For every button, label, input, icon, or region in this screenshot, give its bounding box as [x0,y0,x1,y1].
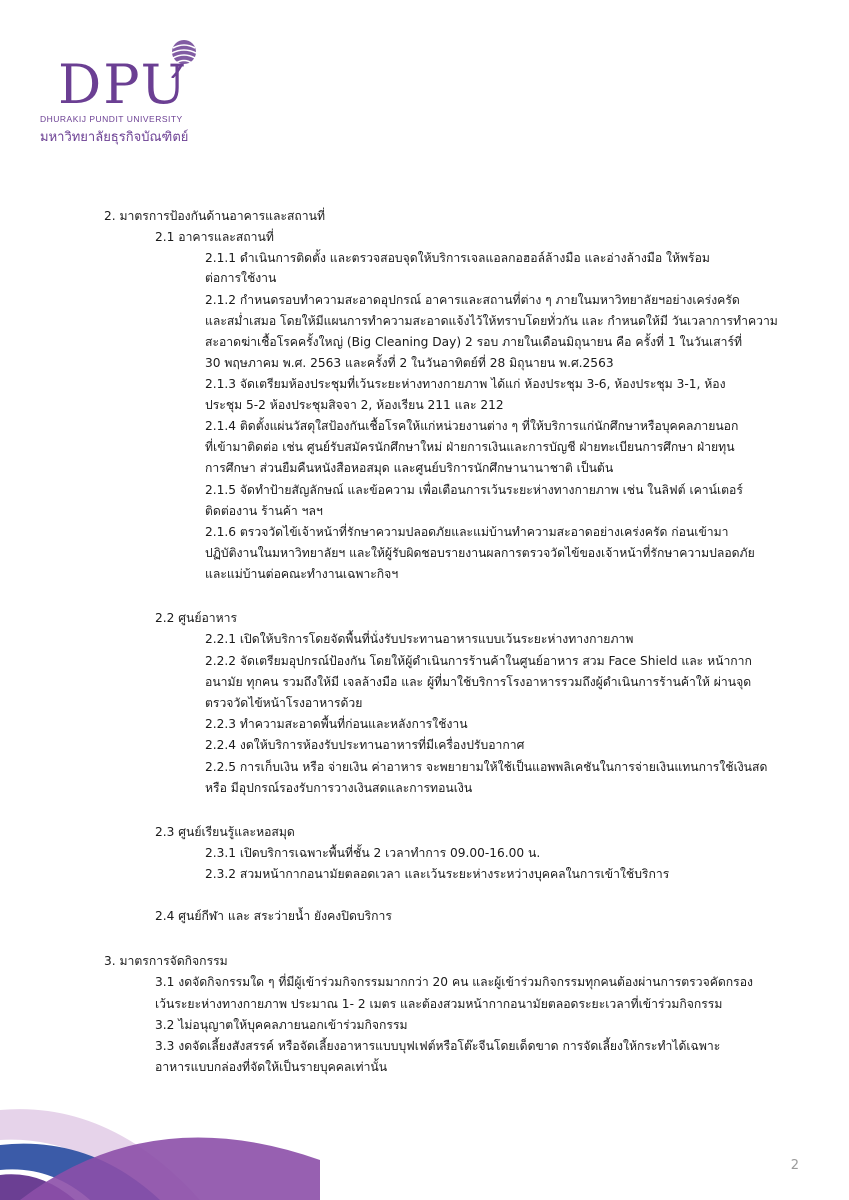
decorative-ribbon [0,1040,320,1200]
paragraph-line: 2.1.6 ตรวจวัดไข้เจ้าหน้าที่รักษาความปลอดภัยและแม่บ้านทำความสะอาดอย่างเคร่งครัด ก่อนเข้ามา [205,525,729,539]
paragraph-line: ติดต่องาน ร้านค้า ฯลฯ [205,504,323,518]
section-heading: 2. มาตรการป้องกันด้านอาคารและสถานที่ [104,209,326,223]
paragraph-line: การศึกษา ส่วนยืมคืนหนังสือหอสมุด และศูนย์บริการนักศึกษานานาชาติ เป็นต้น [205,461,614,475]
subsection-heading: 2.1 อาคารและสถานที่ [155,230,274,244]
paragraph-line: 2.2.5 การเก็บเงิน หรือ จ่ายเงิน ค่าอาหาร จะพยายามให้ใช้เป็นแอพพลิเคชันในการจ่ายเงินแทนการใช้เงินสด [205,760,768,774]
logo-mark: DPU [58,53,189,116]
paragraph-line: 3.1 งดจัดกิจกรรมใด ๆ ที่มีผู้เข้าร่วมกิจกรรมมากกว่า 20 คน และผู้เข้าร่วมกิจกรรมทุกคนต้องผ่านการตรวจคัดกรอง [155,975,753,989]
subsection-heading: 2.3 ศูนย์เรียนรู้และหอสมุด [155,825,295,839]
paragraph-line: ปฏิบัติงานในมหาวิทยาลัยฯ และให้ผู้รับผิดชอบรายงานผลการตรวจวัดไข้ของเจ้าหน้าที่รักษาความปลอดภัย [205,546,755,560]
paragraph-line: 2.1.5 จัดทำป้ายสัญลักษณ์ และข้อความ เพื่อเตือนการเว้นระยะห่างทางกายภาพ เช่น ในลิฟต์ เคาน์เตอร์ [205,483,743,497]
paragraph-line: และสม่ำเสมอ โดยให้มีแผนการทำความสะอาดแจ้งไว้ให้ทราบโดยทั่วกัน และ กำหนดให้มี วันเวลาการทำความ [205,314,778,328]
paragraph-line: อนามัย ทุกคน รวมถึงให้มี เจลล้างมือ และ ผู้ที่มาใช้บริการโรงอาหารรวมถึงผู้ดำเนินการร้านค้าให้ ผ่านจุด [205,675,752,689]
paragraph-line: 2.3.1 เปิดบริการเฉพาะพื้นที่ชั้น 2 เวลาทำการ 09.00-16.00 น. [205,846,541,860]
logo-university-en: DHURAKIJ PUNDIT UNIVERSITY [40,114,183,124]
paragraph-line: 2.2.3 ทำความสะอาดพื้นที่ก่อนและหลังการใช้งาน [205,717,468,731]
paragraph-line: เว้นระยะห่างทางกายภาพ ประมาณ 1- 2 เมตร และต้องสวมหน้ากากอนามัยตลอดระยะเวลาที่เข้าร่วมกิจกรรม [155,997,723,1011]
section-heading: 3. มาตรการจัดกิจกรรม [104,954,228,968]
paragraph-line: ตรวจวัดไข้หน้าโรงอาหารด้วย [205,696,363,710]
paragraph-line: และแม่บ้านต่อคณะทำงานเฉพาะกิจฯ [205,567,399,581]
paragraph-line: 3.3 งดจัดเลี้ยงสังสรรค์ หรือจัดเลี้ยงอาหารแบบบุฟเฟต์หรือโต๊ะจีนโดยเด็ดขาด การจัดเลี้ยงให้กระทำได้เฉพาะ [155,1039,721,1053]
paragraph-line: 2.1.1 ดำเนินการติดตั้ง และตรวจสอบจุดให้บริการเจลแอลกอฮอล์ล้างมือ และอ่างล้างมือ ให้พร้อม [205,251,710,265]
paragraph-line: สะอาดฆ่าเชื้อโรคครั้งใหญ่ (Big Cleaning Day) 2 รอบ ภายในเดือนมิถุนายน คือ ครั้งที่ 1 ในวันเสาร์ที่ [205,335,743,349]
paragraph-line: ต่อการใช้งาน [205,271,277,285]
page-number: 2 [790,1158,799,1173]
paragraph-line: 2.2.1 เปิดให้บริการโดยจัดพื้นที่นั่งรับประทานอาหารแบบเว้นระยะห่างทางกายภาพ [205,632,634,646]
paragraph-line: 2.2.4 งดให้บริการห้องรับประทานอาหารที่มีเครื่องปรับอากาศ [205,738,525,752]
paragraph-line: 2.1.2 กำหนดรอบทำความสะอาดอุปกรณ์ อาคารและสถานที่ต่าง ๆ ภายในมหาวิทยาลัยฯอย่างเคร่งครัด [205,293,740,307]
subsection-heading: 2.4 ศูนย์กีฬา และ สระว่ายน้ำ ยังคงปิดบริการ [155,909,392,923]
subsection-heading: 2.2 ศูนย์อาหาร [155,611,238,625]
paragraph-line: 3.2 ไม่อนุญาตให้บุคคลภายนอกเข้าร่วมกิจกรรม [155,1018,408,1032]
paragraph-line: 2.2.2 จัดเตรียมอุปกรณ์ป้องกัน โดยให้ผู้ดำเนินการร้านค้าในศูนย์อาหาร สวม Face Shield และ หน้ากาก [205,654,752,668]
paragraph-line: 30 พฤษภาคม พ.ศ. 2563 และครั้งที่ 2 ในวันอาทิตย์ที่ 28 มิถุนายน พ.ศ.2563 [205,356,614,370]
paragraph-line: อาหารแบบกล่องที่จัดให้เป็นรายบุคคลเท่านั้น [155,1060,388,1074]
paragraph-line: 2.1.3 จัดเตรียมห้องประชุมที่เว้นระยะห่างทางกายภาพ ได้แก่ ห้องประชุม 3-6, ห้องประชุม 3-1, ห้อง [205,377,726,391]
paragraph-line: หรือ มีอุปกรณ์รองรับการวางเงินสดและการทอนเงิน [205,781,473,795]
logo-university-th: มหาวิทยาลัยธุรกิจบัณฑิตย์ [40,130,189,145]
paragraph-line: 2.1.4 ติดตั้งแผ่นวัสดุใสป้องกันเชื้อโรคให้แก่หน่วยงานต่าง ๆ ที่ให้บริการแก่นักศึกษาหรือบุคคลภายนอก [205,419,739,433]
paragraph-line: ที่เข้ามาติดต่อ เช่น ศูนย์รับสมัครนักศึกษาใหม่ ฝ่ายการเงินและการบัญชี ฝ่ายทะเบียนการศึกษา ฝ่ายทุน [205,440,735,454]
paragraph-line: 2.3.2 สวมหน้ากากอนามัยตลอดเวลา และเว้นระยะห่างระหว่างบุคคลในการเข้าใช้บริการ [205,867,670,881]
paragraph-line: ประชุม 5-2 ห้องประชุมสิจจา 2, ห้องเรียน 211 และ 212 [205,398,504,412]
